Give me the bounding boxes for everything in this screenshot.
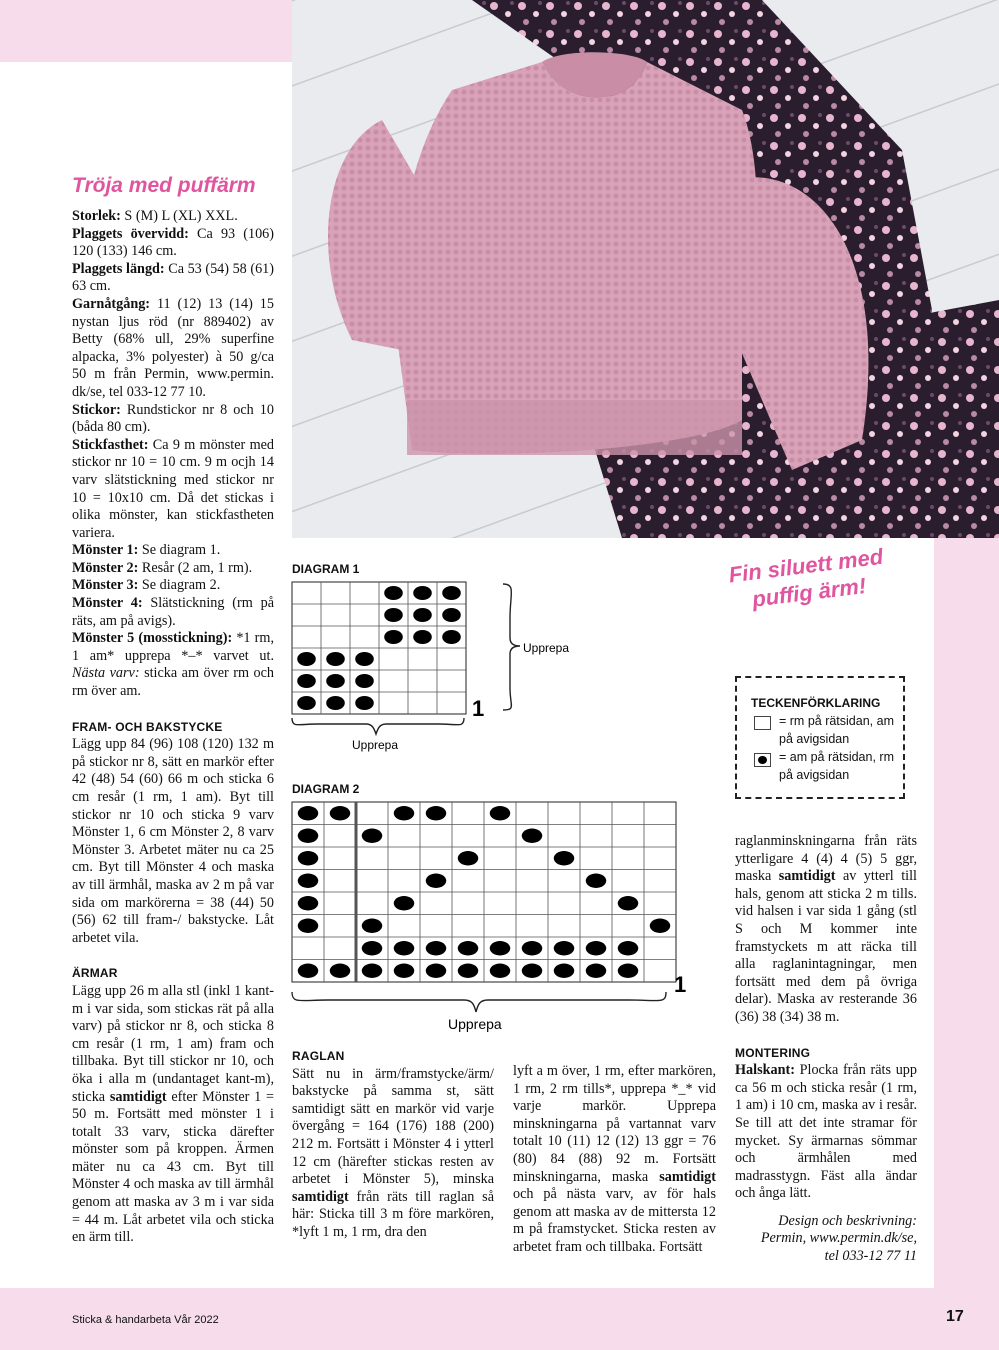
raglan-finish-text: raglanminskningarna från räts ytterligare 4 (4) 4 (5) 5 ggr, maska samtidigt av ytterl till hals, genom att sticka 2 m tills. vid halsen i var sida 1 gång (stl S och M kommer inte framstyckets m att räcka till alla raglanintagningar, men fortsätt med dem på övriga delar). Maska av resterande 36 (36) 38 (34) 38 m. <box>735 833 917 1025</box>
purl-dot <box>442 608 461 622</box>
diagram-2-grid <box>292 802 676 982</box>
purl-dot <box>522 941 542 955</box>
purl-dot <box>490 941 510 955</box>
diagram-2-repeat-bottom: Upprepa <box>448 1016 502 1032</box>
purl-dot <box>618 896 638 910</box>
spec-width: Plaggets övervidd: Ca 93 (106) 120 (133) 146 cm. <box>72 225 274 260</box>
purl-dot <box>490 964 510 978</box>
credit-line-2: Permin, www.permin.dk/se, <box>760 1230 917 1247</box>
purl-dot <box>413 608 432 622</box>
purl-dot <box>426 964 446 978</box>
purl-dot <box>298 964 318 978</box>
purl-dot <box>355 652 374 666</box>
purl-dot <box>330 806 350 820</box>
column-2 <box>292 1048 494 1242</box>
purl-dot <box>442 586 461 600</box>
purl-dot <box>394 941 414 955</box>
raglan-heading: RAGLAN <box>292 1049 345 1063</box>
legend-box <box>735 676 905 799</box>
page-footer <box>0 1288 999 1350</box>
purl-dot <box>618 964 638 978</box>
purl-dot <box>362 964 382 978</box>
sweater-illustration <box>292 0 999 538</box>
fram-text: Lägg upp 84 (96) 108 (120) 132 m på stickor nr 8, sätt en markör efter 42 (48) 54 (60) 66 m och sticka 6 cm resår (1 rm, 1 am). Byt till stickor nr 10 och sticka 9 varv Mönster 1, 6 cm Mönster 2, 8 varv Mönster 3. Arbetet mäter nu ca 25 cm. Byt till Mönster 4 och maska av till ärmhål, maska av 2 m på var sida om markörerna = 38 (44) 50 (56) 62 till fram-/ bakstycke. Låt arbetet vila. <box>72 736 274 946</box>
purl-dot <box>458 964 478 978</box>
purl-dot <box>458 851 478 865</box>
spec-pattern-5: Mönster 5 (mosstickning): *1 rm, 1 am* upprepa *–* varvet ut. Nästa varv: sticka am över rm och rm över am. <box>72 630 274 700</box>
diagram-2-row-number: 1 <box>674 972 687 997</box>
purl-dot <box>413 630 432 644</box>
spec-yarn: Garnåtgång: 11 (12) 13 (14) 15 nystan ljus röd (nr 889402) av Betty (68% ull, 29% superfine alpacka, 3% polyester) à 50 g/ca 50 m från Permin, www.permin. dk/se, tel 033-12 77 10. <box>72 295 274 400</box>
purl-dot <box>394 896 414 910</box>
purl-dot <box>554 964 574 978</box>
raglan-text: Sätt nu in ärm/framstycke/ärm/ bakstycke på samma st, sätt samtidigt sätt en markör vid varje övergång = 164 (176) 188 (200) 212 m. Fortsätt i Mönster 4 i ytterl 12 cm (härefter stickas resten av arbetet i Mönster 5), minska samtidigt från räts till raglan så här: Sticka till 3 m före markören, *lyft 1 m, 1 rm, dra den <box>292 1065 494 1240</box>
purl-dot <box>297 652 316 666</box>
purl-dot <box>650 919 670 933</box>
diagram-1-grid <box>292 582 466 714</box>
armar-heading: ÄRMAR <box>72 966 118 981</box>
purl-dot <box>298 829 318 843</box>
column-3 <box>513 1063 716 1257</box>
legend-title: TECKENFÖRKLARING <box>751 696 881 710</box>
legend-item-2: = am på rätsidan, rm på avigsidan <box>779 750 894 782</box>
spec-length: Plaggets längd: Ca 53 (54) 58 (61) 63 cm. <box>72 260 274 295</box>
diagram-1-repeat-bottom: Upprepa <box>352 738 399 752</box>
purl-dot <box>442 630 461 644</box>
fram-heading: FRAM- OCH BAKSTYCKE <box>72 719 223 734</box>
purl-dot <box>490 806 510 820</box>
diagram-1-title: DIAGRAM 1 <box>292 562 360 576</box>
diagram-1-row-number: 1 <box>472 696 485 721</box>
diagram-1-repeat-right: Upprepa <box>523 641 570 655</box>
purl-dot <box>394 806 414 820</box>
armar-text: Lägg upp 26 m alla stl (inkl 1 kant-m i var sida, som stickas rät på alla varv) på stickor nr 8, och sticka 8 cm resår (1 rm, 1 am) fram och tillbaka. Byt till stickor nr 10, och öka i alla m (undantaget kant-m), sticka samtidigt efter Mönster 1 = 50 m. Fortsätt med mönster 1 i totalt 33 varv, sticka därefter mönster som på kroppen. Ärmen mäter nu ca 43 cm. Byt till Mönster 4 och maska av till ärmhål genom att maska av 3 m i var sida = 44 m. Låt arbetet vila och sticka en ärm till. <box>72 982 275 1246</box>
purl-dot <box>522 829 542 843</box>
magazine-name: Sticka & handarbeta Vår 2022 <box>72 1314 219 1326</box>
purl-dot <box>362 919 382 933</box>
spec-size: Storlek: S (M) L (XL) XXL. <box>72 208 238 224</box>
purl-dot <box>426 874 446 888</box>
purl-dot <box>298 806 318 820</box>
purl-dot <box>362 829 382 843</box>
purl-dot <box>298 919 318 933</box>
montering-heading: MONTERING <box>735 1045 811 1060</box>
purl-dot <box>298 851 318 865</box>
credit-line-3: tel 033-12 77 11 <box>824 1248 917 1265</box>
purl-dot <box>413 586 432 600</box>
raglan-continued-text: lyft a m över, 1 rm, efter markören, 1 rm, 2 rm tills*, upprepa *_* vid varje markör. Upprepa minskningarna på vartannat varv totalt 10 (11) 12 (12) 13 ggr = 76 (80) 84 (88) 92 m. Fortsätt minskningarna, maska samtidigt och på nästa varv, av för hals genom att maska av de mittersta 12 m på framstycket. Sticka resten av arbetet fram och tillbaka. Fortsätt <box>513 1063 716 1255</box>
diagram-2 <box>288 798 708 1038</box>
purl-dot <box>554 941 574 955</box>
purl-dot <box>326 696 345 710</box>
purl-dot <box>355 696 374 710</box>
spec-pattern-1: Mönster 1: Se diagram 1. <box>72 542 221 559</box>
legend-item-1: = rm på rätsidan, am på avigsidan <box>779 714 894 746</box>
sweater-photo <box>292 0 999 538</box>
diagram-1-bottom-brace <box>292 718 464 734</box>
purl-dot <box>426 941 446 955</box>
purl-dot <box>458 941 478 955</box>
spec-needles: Stickor: Rundstickor nr 8 och 10 (båda 80 cm). <box>72 401 274 436</box>
purl-dot <box>297 696 316 710</box>
spec-pattern-3: Mönster 3: Se diagram 2. <box>72 577 221 594</box>
right-pink-band <box>934 538 999 1288</box>
purl-dot <box>298 874 318 888</box>
purl-dot <box>355 674 374 688</box>
column-4 <box>735 833 917 1266</box>
purl-dot <box>394 964 414 978</box>
montering-text: Halskant: Plocka från räts upp ca 56 m och sticka resår (1 rm, 1 am) i 10 cm, maska av i resår. Se till att det inte stramar för mycket. Sy ärmarnas sömmar och ärmhålen med madrasstygn. Fäst alla ändar och ånga lätt. <box>735 1062 917 1202</box>
header-pink-band <box>0 0 292 62</box>
diagram-2-title: DIAGRAM 2 <box>292 782 360 796</box>
spec-gauge: Stickfasthet: Ca 9 m mönster med stickor nr 10 = 10 cm. 9 m ocjh 14 varv slätstickning med stickor nr 10 = 10x10 cm. Då det stickas i olika mönster, kan stickfastheten variera. <box>72 436 274 541</box>
diagram-1-right-brace <box>503 584 520 710</box>
photo-caption: Fin siluett med puffig ärm! <box>727 543 885 612</box>
legend-dot-square-icon <box>754 753 771 767</box>
purl-dot <box>586 941 606 955</box>
diagram-2-bottom-brace <box>292 992 666 1012</box>
pattern-title: Tröja med puffärm <box>72 174 256 197</box>
page-number: 17 <box>946 1308 964 1325</box>
purl-dot <box>326 674 345 688</box>
purl-dot <box>297 674 316 688</box>
purl-dot <box>330 964 350 978</box>
spec-pattern-4: Mönster 4: Slätstickning (rm på räts, am på avigs). <box>72 595 274 629</box>
purl-dot <box>426 806 446 820</box>
spec-pattern-2: Mönster 2: Resår (2 am, 1 rm). <box>72 559 253 576</box>
purl-dot <box>326 652 345 666</box>
purl-dot <box>618 941 638 955</box>
legend-empty-square-icon <box>754 716 771 730</box>
purl-dot <box>522 964 542 978</box>
purl-dot <box>554 851 574 865</box>
purl-dot <box>384 630 403 644</box>
purl-dot <box>384 586 403 600</box>
diagram-1 <box>288 578 588 756</box>
purl-dot <box>586 964 606 978</box>
purl-dot <box>298 896 318 910</box>
purl-dot <box>384 608 403 622</box>
purl-dot <box>586 874 606 888</box>
credit-line-1: Design och beskrivning: <box>778 1212 917 1229</box>
purl-dot <box>362 941 382 955</box>
column-1 <box>72 208 274 1247</box>
